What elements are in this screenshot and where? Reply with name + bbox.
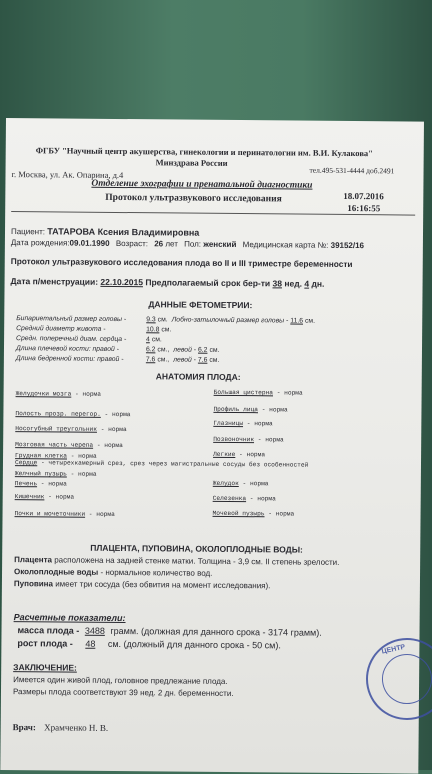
height-row: рост плода - 48 см. (должный для данного срока - 50 см).: [17, 638, 281, 651]
fluid-line: Околоплодные воды - нормальное количество вод.: [14, 567, 213, 578]
anatomy-organ: Селезенка: [212, 494, 247, 503]
anatomy-status: норма: [111, 410, 131, 419]
term-days: 4: [304, 278, 310, 289]
cord-line: Пуповина имеет три сосуда (без обвития на момент исследования).: [13, 579, 271, 591]
anatomy-row: Большая цистерна - норма: [213, 388, 303, 397]
fetometry-value: 7.6: [145, 356, 156, 364]
anatomy-row: Позвоночник - норма: [213, 435, 284, 444]
card-number: 39152/16: [330, 240, 365, 251]
fetometry-row: [16, 355, 220, 364]
anatomy-row: Желудочки мозга - норма: [15, 390, 102, 398]
anatomy-status: норма: [284, 389, 303, 397]
anatomy-status: норма: [249, 480, 269, 488]
ministry: Минздрава России: [155, 157, 228, 168]
anatomy-title: АНАТОМИЯ ПЛОДА:: [155, 371, 241, 383]
fetometry-row: [16, 335, 162, 343]
anatomy-organ: Кишечник: [14, 493, 45, 501]
anatomy-status: норма: [78, 452, 97, 460]
anatomy-status: норма: [254, 420, 273, 428]
anatomy-organ: Легкие: [213, 450, 236, 459]
fetometry-unit: см.,: [157, 346, 170, 354]
fetometry-extra-value: 7.6: [197, 356, 208, 364]
anatomy-status: норма: [77, 470, 97, 478]
patient-age: 26: [154, 239, 164, 249]
fetometry-extra-unit: см.: [305, 317, 316, 325]
anatomy-row: Почки и мочеточники - норма: [14, 510, 115, 518]
doctor-row: Врач: Храмченко Н. В.: [12, 722, 109, 733]
anatomy-row: Печень - норма: [14, 480, 67, 488]
anatomy-organ: Мозговая часть черепа: [15, 441, 94, 449]
fetometry-extra-label: левой -: [173, 356, 196, 364]
conclusion-line-2: Размеры плода соответствуют 39 нед. 2 дн. беременности.: [12, 687, 234, 699]
anatomy-organ: Почки и мочеточники: [14, 510, 86, 518]
fetometry-value: 4: [146, 336, 150, 344]
anatomy-row: Носогубный треугольник - норма: [15, 425, 127, 434]
report-time: 16:16:55: [347, 202, 381, 214]
patient-name: ТАТАРОВА Ксения Владимировна: [47, 226, 200, 238]
fetometry-value: 10.8: [146, 326, 160, 334]
document-page: [0, 118, 424, 774]
fetometry-extra-value: 6.2: [197, 346, 208, 354]
protocol-title: Протокол ультразвукового исследования: [105, 192, 282, 205]
conclusion-title: ЗАКЛЮЧЕНИЕ:: [13, 662, 77, 673]
anatomy-organ: Носогубный треугольник: [15, 425, 98, 433]
fetometry-row: [16, 325, 171, 333]
patient-sex: женский: [203, 239, 237, 250]
anatomy-row: Селезенка - норма: [212, 494, 276, 503]
report-date: 18.07.2016: [343, 190, 384, 202]
anatomy-row: Мозговая часть черепа - норма: [15, 441, 123, 450]
institution-name: ФГБУ "Научный центр акушерства, гинекологии и перинатологии им. В.И. Кулакова": [35, 145, 373, 159]
fetometry-row: [16, 315, 315, 325]
anatomy-organ: Желчный пузырь: [14, 470, 67, 478]
fetometry-label: Средний диаметр живота -: [16, 325, 106, 333]
fetometry-extra-unit: см.: [209, 356, 220, 364]
conclusion-line-1: Имеется один живой плод, головное предлежание плода.: [13, 675, 228, 686]
fetometry-title: ДАННЫЕ ФЕТОМЕТРИИ:: [148, 299, 253, 311]
address: г. Москва, ул. Ак. Опарина, д.4: [11, 169, 124, 181]
study-title: Протокол ультразвукового исследования плода во II и III триместре беременности: [10, 256, 353, 270]
anatomy-organ: Печень: [14, 480, 38, 488]
anatomy-status: норма: [265, 436, 284, 444]
anatomy-organ: Мочевой пузырь: [212, 509, 265, 518]
anatomy-status: норма: [275, 510, 295, 518]
anatomy-row: Профиль лица - норма: [213, 405, 288, 414]
fetometry-row: [16, 345, 220, 354]
doctor-name: Храмченко Н. В.: [44, 722, 109, 733]
heart-row: Сердце - четырехкамерный срез, срез через магистральные сосуды без особенностей: [14, 459, 309, 469]
anatomy-row: Легкие - норма: [213, 450, 266, 459]
anatomy-status: норма: [55, 493, 75, 501]
fetometry-extra-label: Лобно-затылочный размер головы -: [171, 316, 289, 325]
fetometry-extra-value: 11.6: [290, 317, 304, 325]
mass-value: 3488: [84, 625, 105, 636]
anatomy-organ: Полость прозр. перегор.: [15, 410, 101, 418]
fetometry-unit: см.: [161, 326, 172, 334]
anatomy-status: норма: [48, 480, 67, 488]
fetometry-value: 6.2: [145, 346, 156, 354]
anatomy-status: норма: [246, 451, 266, 459]
anatomy-status: норма: [82, 390, 102, 398]
anatomy-organ: Глазницы: [213, 419, 244, 428]
anatomy-row: Глазницы - норма: [213, 419, 273, 428]
clinic-stamp: ЦЕНТР: [358, 630, 432, 727]
lmp-row: Дата п/менструации: 22.10.2015 Предполагаемый срок бер-ти 38 нед. 4 дн.: [10, 276, 325, 289]
department-title: Отделение эхографии и пренатальной диагностики: [91, 178, 313, 191]
lmp-date: 22.10.2015: [100, 276, 144, 288]
phone: тел.495-531-4444 доб.2491: [309, 165, 395, 176]
fetometry-label: Длина плечевой кости: правой -: [15, 345, 119, 353]
anatomy-status: норма: [269, 406, 288, 414]
fetometry-label: Средн. поперечный диам. сердца -: [16, 335, 127, 344]
calc-title: Расчетные показатели:: [13, 612, 126, 624]
fetometry-unit: см.: [151, 336, 162, 344]
anatomy-organ: Грудная клетка: [15, 452, 68, 460]
fetometry-label: Длина бедренной кости: правой -: [15, 355, 124, 364]
anatomy-status: норма: [257, 495, 276, 503]
patient-dob: 09.01.1990: [69, 238, 110, 248]
anatomy-status: норма: [104, 441, 123, 450]
anatomy-row: Грудная клетка - норма: [15, 452, 97, 460]
fetometry-label: Бипариетальный размер головы -: [16, 315, 127, 324]
anatomy-status: норма: [108, 425, 127, 434]
fetometry-value: 9.3: [146, 316, 156, 324]
mass-row: масса плода - 3488 грамм. (должная для данного срока - 3174 грамм).: [17, 625, 322, 638]
stamp-inner-ring: [377, 649, 432, 708]
anatomy-organ: Позвоночник: [213, 435, 255, 444]
placenta-line: Плацента расположена на задней стенке матки. Толщина - 3,9 см. II степень зрелости.: [14, 555, 340, 567]
anatomy-status: норма: [96, 510, 115, 518]
patient-details: Дата рождения:09.01.1990 Возраст: 26 лет Пол: женский Медицинская карта №: 39152/16: [10, 238, 365, 251]
anatomy-organ: Профиль лица: [213, 405, 259, 414]
placenta-title: ПЛАЦЕНТА, ПУПОВИНА, ОКОЛОПЛОДНЫЕ ВОДЫ:: [90, 542, 303, 555]
anatomy-row: Полость прозр. перегор. - норма: [15, 410, 131, 419]
anatomy-organ: Большая цистерна: [213, 388, 274, 397]
patient-row: Пациент: ТАТАРОВА Ксения Владимировна: [10, 226, 200, 238]
anatomy-row: Кишечник - норма: [14, 493, 75, 501]
term-weeks: 38: [272, 278, 283, 289]
fetometry-extra-unit: см.: [209, 346, 220, 354]
anatomy-row: Мочевой пузырь - норма: [212, 509, 295, 518]
anatomy-row: Желудок - норма: [212, 479, 269, 488]
anatomy-organ: Желудок: [212, 479, 239, 488]
anatomy-organ: Желудочки мозга: [15, 390, 72, 398]
anatomy-row: Желчный пузырь - норма: [14, 470, 97, 478]
fetometry-unit: см.,: [157, 356, 170, 364]
fetometry-extra-label: левой -: [173, 346, 197, 354]
height-value: 48: [85, 638, 96, 649]
fetometry-unit: см.: [157, 316, 168, 324]
